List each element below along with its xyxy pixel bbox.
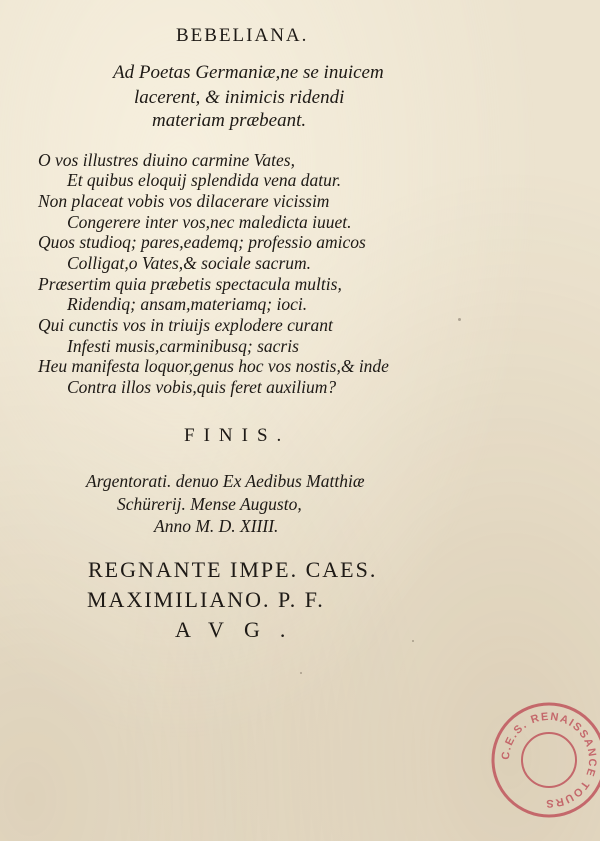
library-stamp [489,700,600,820]
colophon-line-3: Anno M. D. XIIII. [154,516,279,536]
regnal-line-3: AVG. [175,617,306,642]
paper-speck [458,318,461,321]
colophon-line-1: Argentorati. denuo Ex Aedibus Matthiæ [86,471,365,491]
verse-line: Qui cunctis vos in triuijs explodere curant [38,315,333,335]
paper-speck [300,672,302,674]
heading-line-1: Ad Poetas Germaniæ,ne se inuicem [113,62,384,83]
stamp-text: C.E.S. RENAISSANCE TOURS [499,710,599,810]
verse-line: Ridendiq; ansam,materiamq; ioci. [67,294,308,314]
verse-line: Heu manifesta loquor,genus hoc vos nostis,& inde [38,356,389,376]
paper-speck [412,640,414,642]
verse-line: Quos studioq; pares,eademq; professio amicos [38,232,366,252]
regnal-line-2: MAXIMILIANO. P. F. [87,587,325,612]
heading-line-2: lacerent, & inimicis ridendi [134,87,345,108]
verse-line: Congerere inter vos,nec maledicta iuuet. [67,212,352,232]
colophon-line-2: Schürerij. Mense Augusto, [117,494,302,514]
svg-text:C.E.S. RENAISSANCE TOURS [500,711,598,809]
verse-line: O vos illustres diuino carmine Vates, [38,150,295,170]
regnal-line-1: REGNANTE IMPE. CAES. [88,557,378,582]
verse-line: Et quibus eloquij splendida vena datur. [67,170,342,190]
verse-line: Præsertim quia præbetis spectacula multis, [38,274,342,294]
verse-line: Infesti musis,carminibusq; sacris [67,336,299,356]
verse-line: Non placeat vobis vos dilacerare vicissim [38,191,330,211]
verse-line: Colligat,o Vates,& sociale sacrum. [67,253,312,273]
verse-line: Contra illos vobis,quis feret auxilium? [67,377,337,397]
running-title: BEBELIANA. [176,25,309,46]
heading-line-3: materiam præbeant. [152,110,307,131]
finis-heading: FINIS. [184,425,291,446]
